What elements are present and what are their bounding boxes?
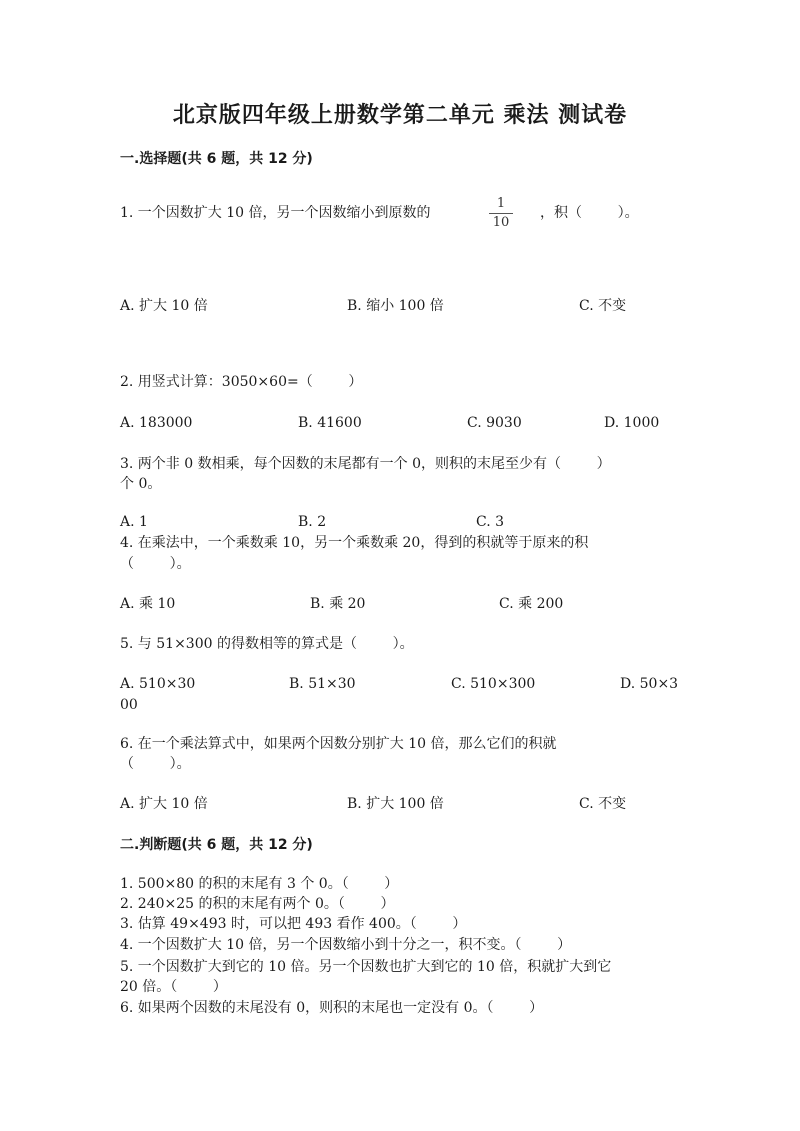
- question-4-stem: 4. 在乘法中，一个乘数乘 10，另一个乘数乘 20，得到的积就等于原来的积: [120, 535, 589, 551]
- question-5-stem: 5. 与 51×300 的得数相等的算式是（ ）。: [120, 636, 414, 652]
- question-3-stem-line2: 个 0。: [120, 476, 162, 492]
- question-2-option-c[interactable]: C. 9030: [467, 415, 522, 431]
- question-1-option-b[interactable]: B. 缩小 100 倍: [347, 298, 444, 314]
- judgment-item-4: 4. 一个因数扩大 10 倍，另一个因数缩小到十分之一，积不变。（ ）: [120, 937, 572, 953]
- judgment-item-1: 1. 500×80 的积的末尾有 3 个 0。（ ）: [120, 876, 399, 892]
- question-5-option-a[interactable]: A. 510×30: [120, 676, 196, 692]
- judgment-item-5: 5. 一个因数扩大到它的 10 倍。另一个因数也扩大到它的 10 倍，积就扩大到它: [120, 959, 612, 975]
- fraction-numerator: 1: [496, 196, 506, 211]
- question-3-option-c[interactable]: C. 3: [476, 514, 505, 530]
- question-4-stem-line2: （ ）。: [120, 556, 191, 572]
- question-6-stem-line2: （ ）。: [120, 756, 191, 772]
- question-1-option-a[interactable]: A. 扩大 10 倍: [120, 298, 208, 314]
- question-6-option-b[interactable]: B. 扩大 100 倍: [347, 796, 444, 812]
- judgment-item-2: 2. 240×25 的积的末尾有两个 0。（ ）: [120, 896, 395, 912]
- question-5-option-b[interactable]: B. 51×30: [289, 676, 356, 692]
- question-1-stem: 1. 一个因数扩大 10 倍，另一个因数缩小到原数的: [120, 205, 431, 221]
- judgment-item-5-line2: 20 倍。（ ）: [120, 979, 227, 995]
- fraction-one-tenth: [489, 196, 513, 231]
- page-title: 北京版四年级上册数学第二单元 乘法 测试卷: [172, 103, 628, 128]
- question-2-stem: 2. 用竖式计算：3050×60=（ ）: [120, 374, 363, 390]
- question-5-option-c[interactable]: C. 510×300: [451, 676, 536, 692]
- question-6-option-c[interactable]: C. 不变: [579, 796, 627, 812]
- judgment-item-6: 6. 如果两个因数的末尾没有 0，则积的末尾也一定没有 0。（ ）: [120, 1000, 544, 1016]
- section-heading-judgment: 二.判断题(共 6 题，共 12 分): [120, 837, 313, 853]
- question-4-option-a[interactable]: A. 乘 10: [120, 596, 176, 612]
- question-2-option-a[interactable]: A. 183000: [120, 415, 193, 431]
- question-5-option-d[interactable]: D. 50×3: [620, 676, 679, 692]
- question-5-option-d-wrap: 00: [120, 697, 138, 713]
- judgment-item-3: 3. 估算 49×493 时，可以把 493 看作 400。（ ）: [120, 916, 467, 932]
- question-3-option-b[interactable]: B. 2: [298, 514, 327, 530]
- fraction-bar: [489, 213, 513, 214]
- section-heading-choice: 一.选择题(共 6 题，共 12 分): [120, 151, 313, 167]
- question-3-option-a[interactable]: A. 1: [120, 514, 148, 530]
- fraction-denominator: 10: [492, 215, 510, 230]
- question-4-option-c[interactable]: C. 乘 200: [499, 596, 564, 612]
- question-2-option-d[interactable]: D. 1000: [604, 415, 660, 431]
- question-6-option-a[interactable]: A. 扩大 10 倍: [120, 796, 208, 812]
- question-1-stem-end: ，积（ ）。: [540, 205, 639, 221]
- question-1-option-c[interactable]: C. 不变: [579, 298, 627, 314]
- question-4-option-b[interactable]: B. 乘 20: [310, 596, 366, 612]
- question-3-stem: 3. 两个非 0 数相乘，每个因数的末尾都有一个 0，则积的末尾至少有（ ）: [120, 456, 611, 472]
- question-6-stem: 6. 在一个乘法算式中，如果两个因数分别扩大 10 倍，那么它们的积就: [120, 736, 557, 752]
- question-2-option-b[interactable]: B. 41600: [298, 415, 362, 431]
